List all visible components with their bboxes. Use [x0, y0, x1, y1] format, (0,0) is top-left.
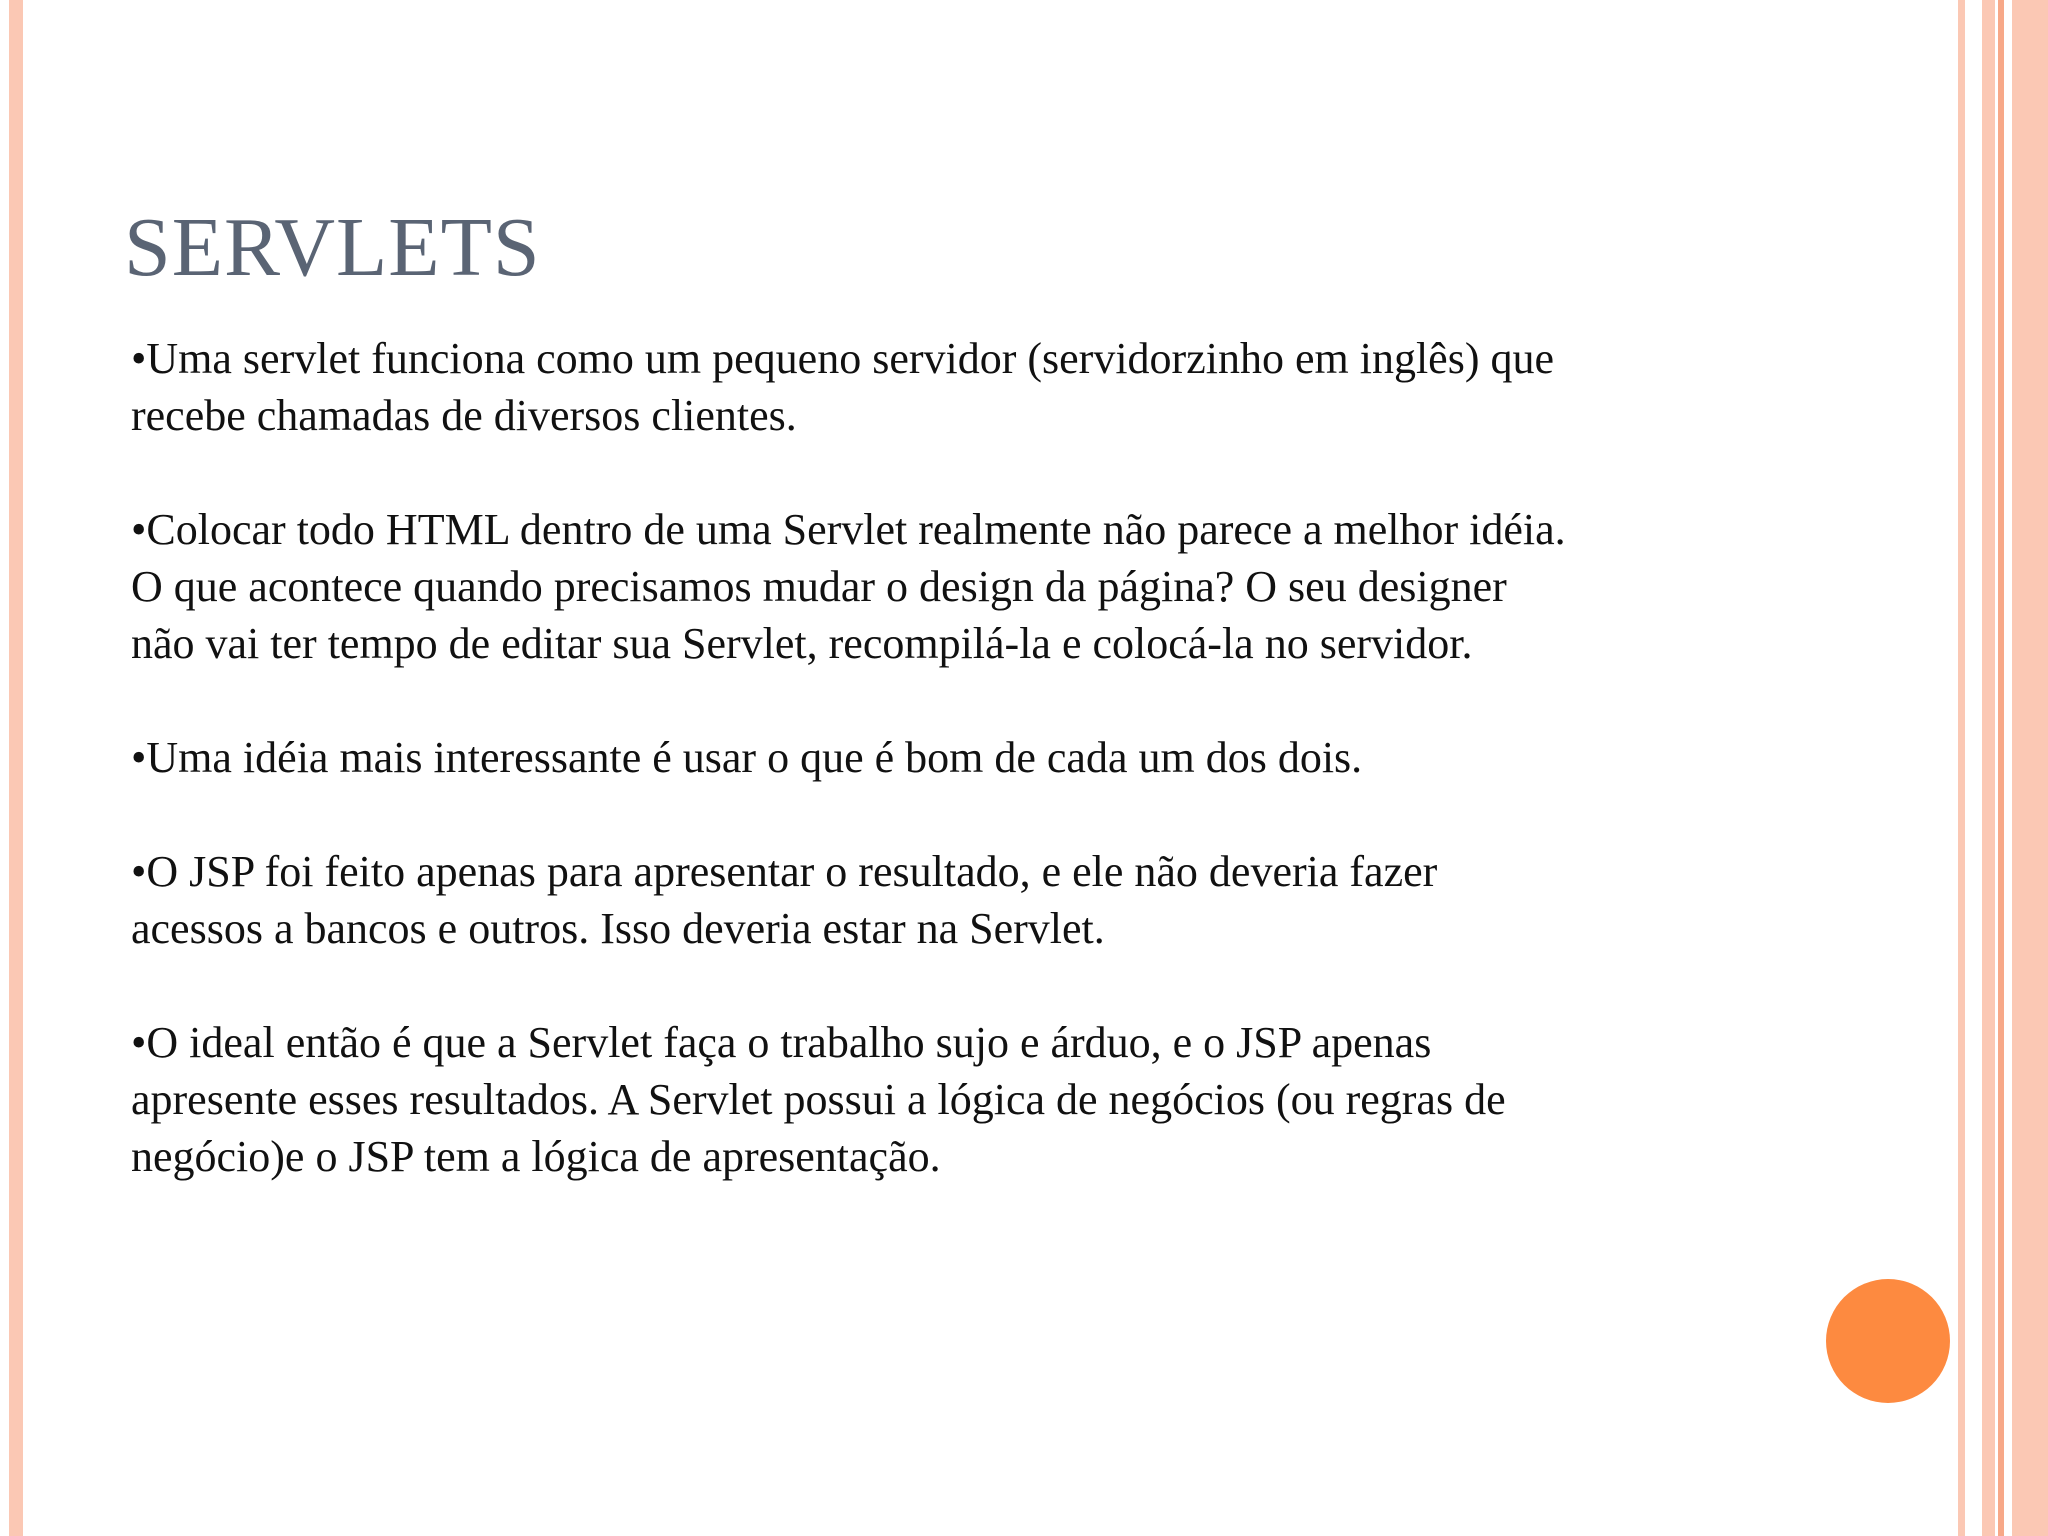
- bullet-line: •O JSP foi feito apenas para apresentar o resultado, e ele não deveria fazer: [131, 847, 1438, 896]
- slide-body: [131, 330, 1931, 1242]
- right-border-stripe: [1982, 0, 1995, 1536]
- right-border-stripe: [2012, 0, 2048, 1536]
- bullet-paragraph: [131, 729, 1931, 786]
- right-border-stripe: [1998, 0, 2004, 1536]
- slide-title: SERVLETS: [124, 201, 541, 294]
- bullet-line: recebe chamadas de diversos clientes.: [131, 391, 797, 440]
- bullet-line: apresente esses resultados. A Servlet possui a lógica de negócios (ou regras de: [131, 1075, 1506, 1124]
- bullet-line: •Uma idéia mais interessante é usar o que é bom de cada um dos dois.: [131, 733, 1363, 782]
- bullet-line: negócio)e o JSP tem a lógica de apresentação.: [131, 1132, 941, 1181]
- bullet-line: não vai ter tempo de editar sua Servlet, recompilá-la e colocá-la no servidor.: [131, 619, 1473, 668]
- bullet-paragraph: [131, 501, 1931, 672]
- bullet-paragraph: [131, 843, 1931, 957]
- bullet-line: •O ideal então é que a Servlet faça o trabalho sujo e árduo, e o JSP apenas: [131, 1018, 1432, 1067]
- left-border-stripe: [9, 0, 23, 1536]
- right-border-stripe: [1958, 0, 1965, 1536]
- bullet-line: O que acontece quando precisamos mudar o design da página? O seu designer: [131, 562, 1507, 611]
- bullet-line: •Colocar todo HTML dentro de uma Servlet realmente não parece a melhor idéia.: [131, 505, 1566, 554]
- bullet-paragraph: [131, 1014, 1931, 1185]
- orange-circle-decoration: [1826, 1279, 1950, 1403]
- bullet-paragraph: [131, 330, 1931, 444]
- bullet-line: •Uma servlet funciona como um pequeno servidor (servidorzinho em inglês) que: [131, 334, 1554, 383]
- bullet-line: acessos a bancos e outros. Isso deveria estar na Servlet.: [131, 904, 1105, 953]
